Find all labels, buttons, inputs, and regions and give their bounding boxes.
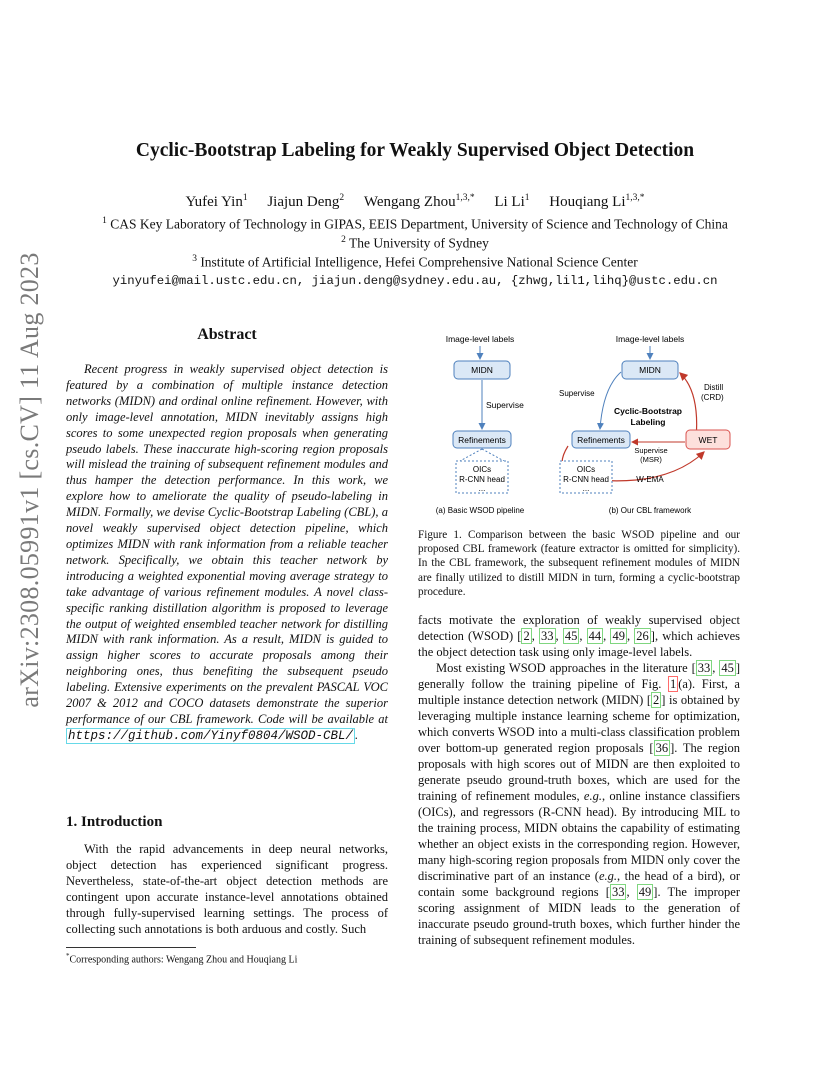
- figure-1-diagram: [418, 328, 740, 522]
- author-list: [60, 193, 770, 211]
- left-refinements-label: Refinements: [458, 435, 506, 445]
- right-crd: (CRD): [701, 393, 724, 402]
- section-heading-introduction: 1. Introduction: [66, 814, 163, 830]
- footnote: *Corresponding authors: Wengang Zhou and Houqiang Li: [66, 952, 298, 966]
- citation-link[interactable]: 2: [523, 629, 530, 643]
- intro-body: With the rapid advancements in deep neural networks, object detection has experienced significant progress. Nevertheless, state-of-the-art object detection methods are contingent upon accurate instance-level annotations obtained through fully-supervised learning settings. The process of collecting such annotations is both arduous and costly. Such: [66, 842, 388, 936]
- svg-text:...: ...: [478, 484, 486, 493]
- author-emails: yinyufei@mail.ustc.edu.cn, jiajun.deng@sydney.edu.au, {zhwg,lil1,lihq}@ustc.edu.cn: [112, 274, 718, 288]
- svg-text:(MSR): (MSR): [640, 455, 662, 464]
- left-supervise: Supervise: [486, 400, 524, 410]
- svg-text:OICs: OICs: [472, 465, 492, 474]
- citation-link[interactable]: 45: [721, 661, 734, 675]
- right-image-labels: Image-level labels: [615, 334, 685, 344]
- arxiv-stamp: [8, 252, 52, 708]
- citation-link[interactable]: 44: [588, 629, 602, 643]
- affiliation: $^1$ CAS Key Laboratory of Technology in GIPAS, EEIS Department, University of Science and Technology of China: [102, 216, 728, 232]
- right-distill: Distill: [704, 383, 724, 392]
- citation-link[interactable]: 49: [612, 629, 625, 643]
- citation-link[interactable]: 33: [697, 661, 711, 675]
- abstract-body: Recent progress in weakly supervised object detection is featured by a combination of multiple instance detection networks (MIDN) and ordinal online refinement. However, with only image-level annotation, MIDN inevitably assigns high scores to some unexpected region proposals when generating pseudo labels. These inaccurate high-scoring region proposals will mislead the training of subsequent refinement modules and thus hamper the detection performance. In this work, we explore how to ameliorate the quality of pseudo-labeling in MIDN. Formally, we devise Cyclic-Bootstrap Labeling (CBL), a novel weakly supervised object detection pipeline, which optimizes MIDN with rank information from a reliable teacher network. Specifically, we obtain this teacher network by introducing a weighted exponential moving average strategy to take advantage of various refinement modules. A novel class-specific ranking distillation algorithm is proposed to leverage the output of weighted ensembled teacher network for distilling MIDN with rank information. As a result, MIDN is guided to assign higher scores to accurate proposals among their neighboring ones, thus benefiting the subsequent pseudo labeling. Extensive experiments on the prevalent PASCAL VOC 2007 & 2012 and COCO datasets demonstrate the superior performance of our CBL framework. Code will be available at https://github.com/Yinyf0804/WSOD-CBL/ .: [66, 362, 388, 743]
- right-supervise: Supervise: [559, 389, 595, 398]
- footnote-rule: [66, 947, 196, 948]
- right-wema: W-EMA: [636, 475, 664, 484]
- citation-link[interactable]: 26: [636, 629, 649, 643]
- citation-link[interactable]: 33: [611, 885, 625, 899]
- figure-1-caption: Figure 1. Comparison between the basic WSOD pipeline and our proposed CBL framework (feature extractor is omitted for simplicity). In the CBL framework, the subsequent refinement modules of MIDN are finally utilized to distill MIDN in turn, forming a cyclic-bootstrap procedure.: [418, 529, 740, 598]
- author: Wengang Zhou$^{1,3,*}$: [363, 193, 475, 210]
- affiliation: $^3$ Institute of Artificial Intelligence, Hefei Comprehensive National Science Center: [192, 254, 638, 270]
- arxiv-id: arXiv:2308.05991v1 [cs.CV] 11 Aug 2023: [15, 252, 44, 708]
- affiliation: $^2$ The University of Sydney: [341, 235, 489, 251]
- left-midn-label: MIDN: [471, 365, 493, 375]
- svg-text:Cyclic-Bootstrap: Cyclic-Bootstrap: [613, 406, 683, 416]
- left-subcaption: (a) Basic WSOD pipeline: [435, 506, 525, 515]
- author: Yufei Yin$^1$: [185, 193, 248, 210]
- right-midn-label: MIDN: [639, 365, 661, 375]
- citation-link[interactable]: 49: [638, 885, 652, 899]
- svg-text:R-CNN head: R-CNN head: [563, 475, 609, 484]
- svg-text:OICs: OICs: [576, 465, 596, 474]
- code-link[interactable]: https://github.com/Yinyf0804/WSOD-CBL/: [68, 728, 354, 743]
- author: Houqiang $Li^{1,3,*}$: [549, 193, 645, 210]
- right-refinements-label: Refinements: [577, 435, 625, 445]
- author: Jiajun Deng$^2$: [267, 193, 345, 210]
- svg-text:Supervise: Supervise: [634, 446, 668, 455]
- citation-link[interactable]: 36: [655, 741, 669, 755]
- citation-link[interactable]: 45: [564, 629, 578, 643]
- svg-text:Labeling: Labeling: [630, 417, 666, 427]
- intro-body-right-column: facts motivate the exploration of weakly supervised object detection (WSOD) [ 2 , 33 , 45 , 44 , 49 , 26 ], which achieves the object detection task using only image-level labels. Most existing WSOD approaches in the literature [ 33 , 45 ] generally follow the training pipeline of Fig. 1 (a). First, a multiple instance detection network (MIDN) [ 2 ] is obtained by leveraging multiple instance learning scheme for optimization, which converts WSOD into a multi-class classification problem over bottom-up generated region proposals [ 36 ]. The region proposals with high scores out of MIDN are then exploited to generate pseudo ground-truth boxes, which are used for the training of refinement modules, e.g., online instance classifiers (OICs), and regressors (R-CNN head). By introducing MIL to the training process, MIDN obtains the capability of estimating whether an object exists in the corresponding region. However, many high-scoring region proposals from MIDN only cover the discriminative part of an instance (e.g., the head of a bird), or contain some background regions [ 33 , 49 ]. The improper scoring assignment of MIDN leads to the generation of inaccurate pseudo ground-truth boxes, which further hinder the training of subsequent refinement modules.: [418, 613, 741, 947]
- citation-link[interactable]: 33: [541, 629, 554, 643]
- right-wet-label: WET: [698, 435, 718, 445]
- svg-text:...: ...: [582, 484, 590, 493]
- author: Li Li$^1$: [494, 193, 530, 210]
- right-subcaption: (b) Our CBL framework: [608, 506, 692, 515]
- citation-link[interactable]: 2: [653, 693, 660, 707]
- paper-title: Cyclic-Bootstrap Labeling for Weakly Supervised Object Detection: [135, 140, 695, 161]
- figure-reference-link[interactable]: 1: [669, 677, 677, 691]
- abstract-heading: Abstract: [197, 326, 257, 343]
- svg-text:R-CNN head: R-CNN head: [459, 475, 505, 484]
- left-image-labels: Image-level labels: [445, 334, 515, 344]
